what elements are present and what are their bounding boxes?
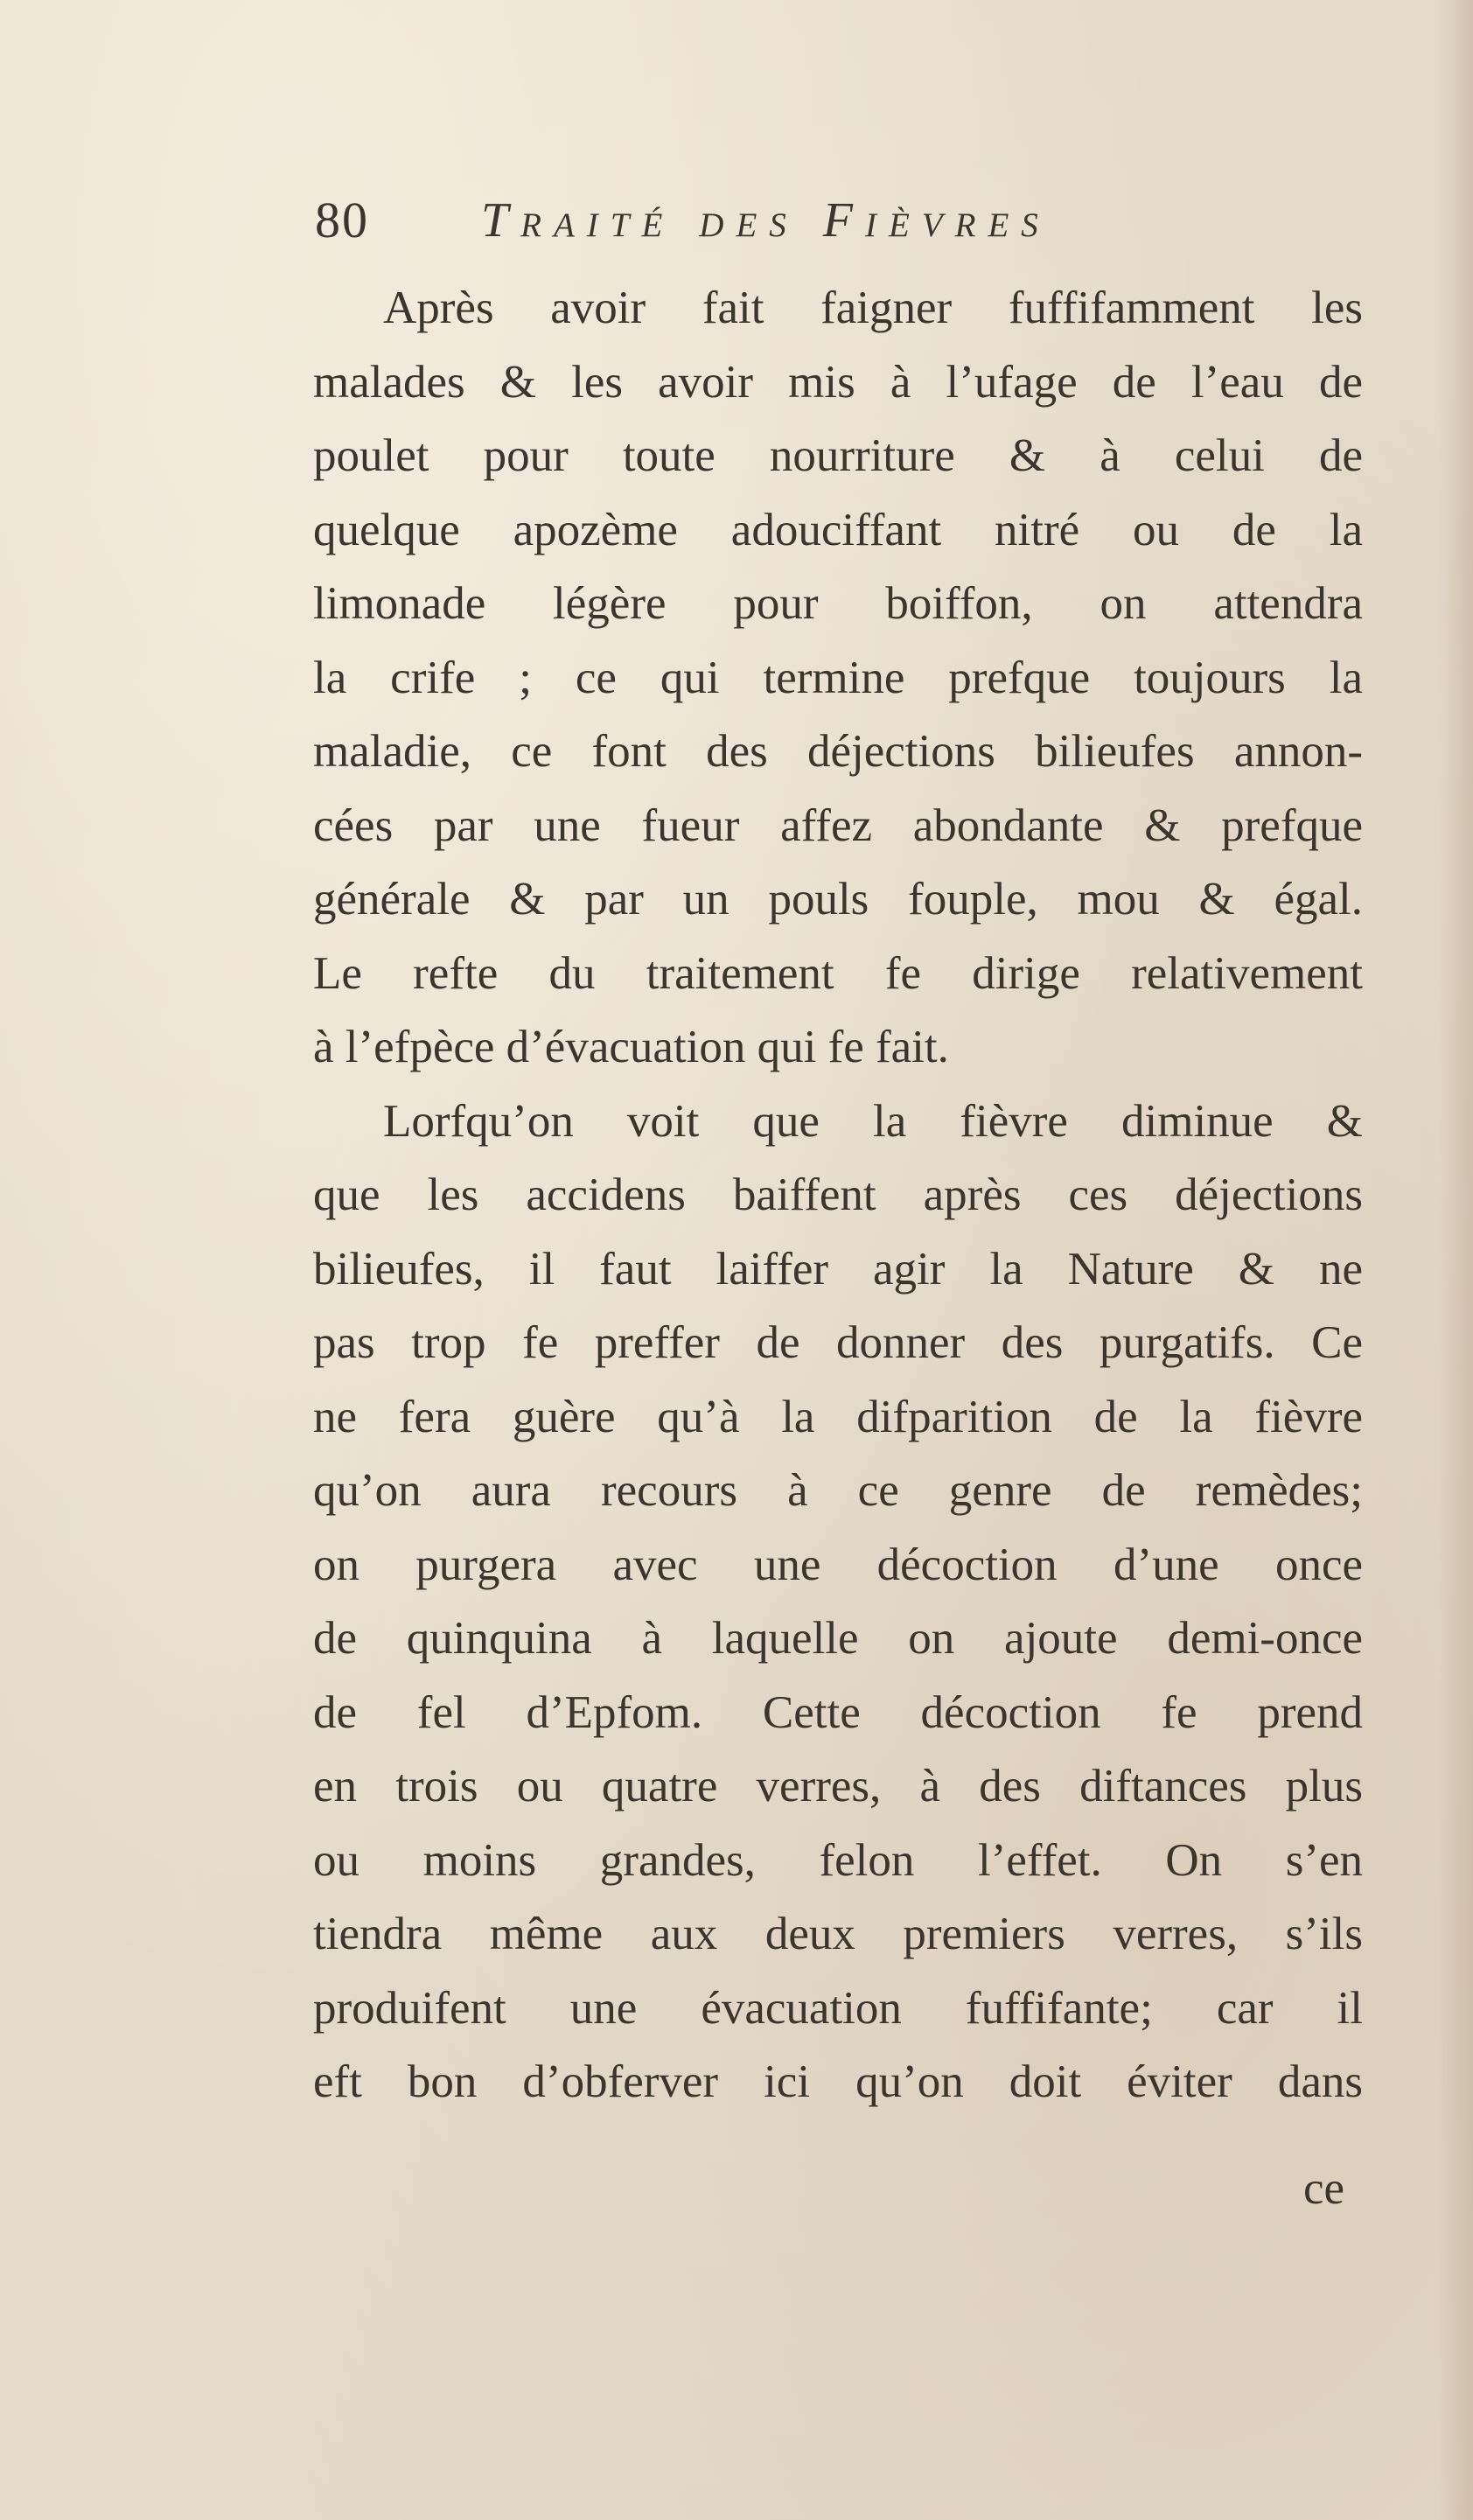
text-line: pas trop fe preffer de donner des purgatifs. Ce: [313, 1317, 1363, 1368]
running-header: [315, 185, 1365, 255]
text-line: Le refte du traitement fe dirige relativement: [313, 947, 1363, 999]
running-title: Traité des Fièvres: [481, 193, 1051, 248]
text-line: on purgera avec une décoction d’une once: [313, 1539, 1363, 1590]
text-line: maladie, ce font des déjections bilieufes annon-: [313, 726, 1363, 777]
text-line: Lorfqu’on voit que la fièvre diminue &: [383, 1095, 1363, 1147]
text-line: bilieufes, il faut laiffer agir la Nature & ne: [313, 1243, 1363, 1295]
catchword: ce: [1303, 2163, 1345, 2214]
page-number: 80: [315, 192, 369, 248]
text-line: que les accidens baiffent après ces déjections: [313, 1169, 1363, 1220]
page-edge-shadow: [1438, 0, 1473, 2520]
text-line: cées par une fueur affez abondante & prefque: [313, 799, 1363, 851]
text-line: tiendra même aux deux premiers verres, s’ils: [313, 1909, 1363, 1959]
text-line: qu’on aura recours à ce genre de remèdes;: [313, 1465, 1363, 1516]
text-line: la crife ; ce qui termine prefque toujours la: [313, 652, 1363, 703]
text-line: poulet pour toute nourriture & à celui de: [313, 430, 1363, 481]
text-line: limonade légère pour boiffon, on attendra: [313, 578, 1363, 629]
text-line: en trois ou quatre verres, à des diftances plus: [313, 1761, 1363, 1811]
text-line: produifent une évacuation fuffifante; car il: [313, 1982, 1363, 2034]
text-line: de quinquina à laquelle on ajoute demi-once: [313, 1613, 1363, 1664]
paragraph-1: [313, 271, 1363, 1085]
body-text: [313, 271, 1363, 2119]
text-line: générale & par un pouls fouple, mou & égal.: [313, 874, 1363, 925]
text-line: ou moins grandes, felon l’effet. On s’en: [313, 1834, 1363, 1886]
text-line: ne fera guère qu’à la difparition de la fièvre: [313, 1391, 1363, 1442]
text-line: à l’efpèce d’évacuation qui fe fait.: [313, 1022, 949, 1072]
text-line: Après avoir fait faigner fuffifamment les: [383, 283, 1363, 333]
text-line: de fel d’Epfom. Cette décoction fe prend: [313, 1686, 1363, 1738]
text-line: quelque apozème adouciffant nitré ou de la: [313, 504, 1363, 555]
paragraph-2: [313, 1085, 1363, 2119]
text-line: eft bon d’obferver ici qu’on doit éviter dans: [313, 2056, 1363, 2107]
text-line: malades & les avoir mis à l’ufage de l’eau de: [313, 356, 1363, 408]
